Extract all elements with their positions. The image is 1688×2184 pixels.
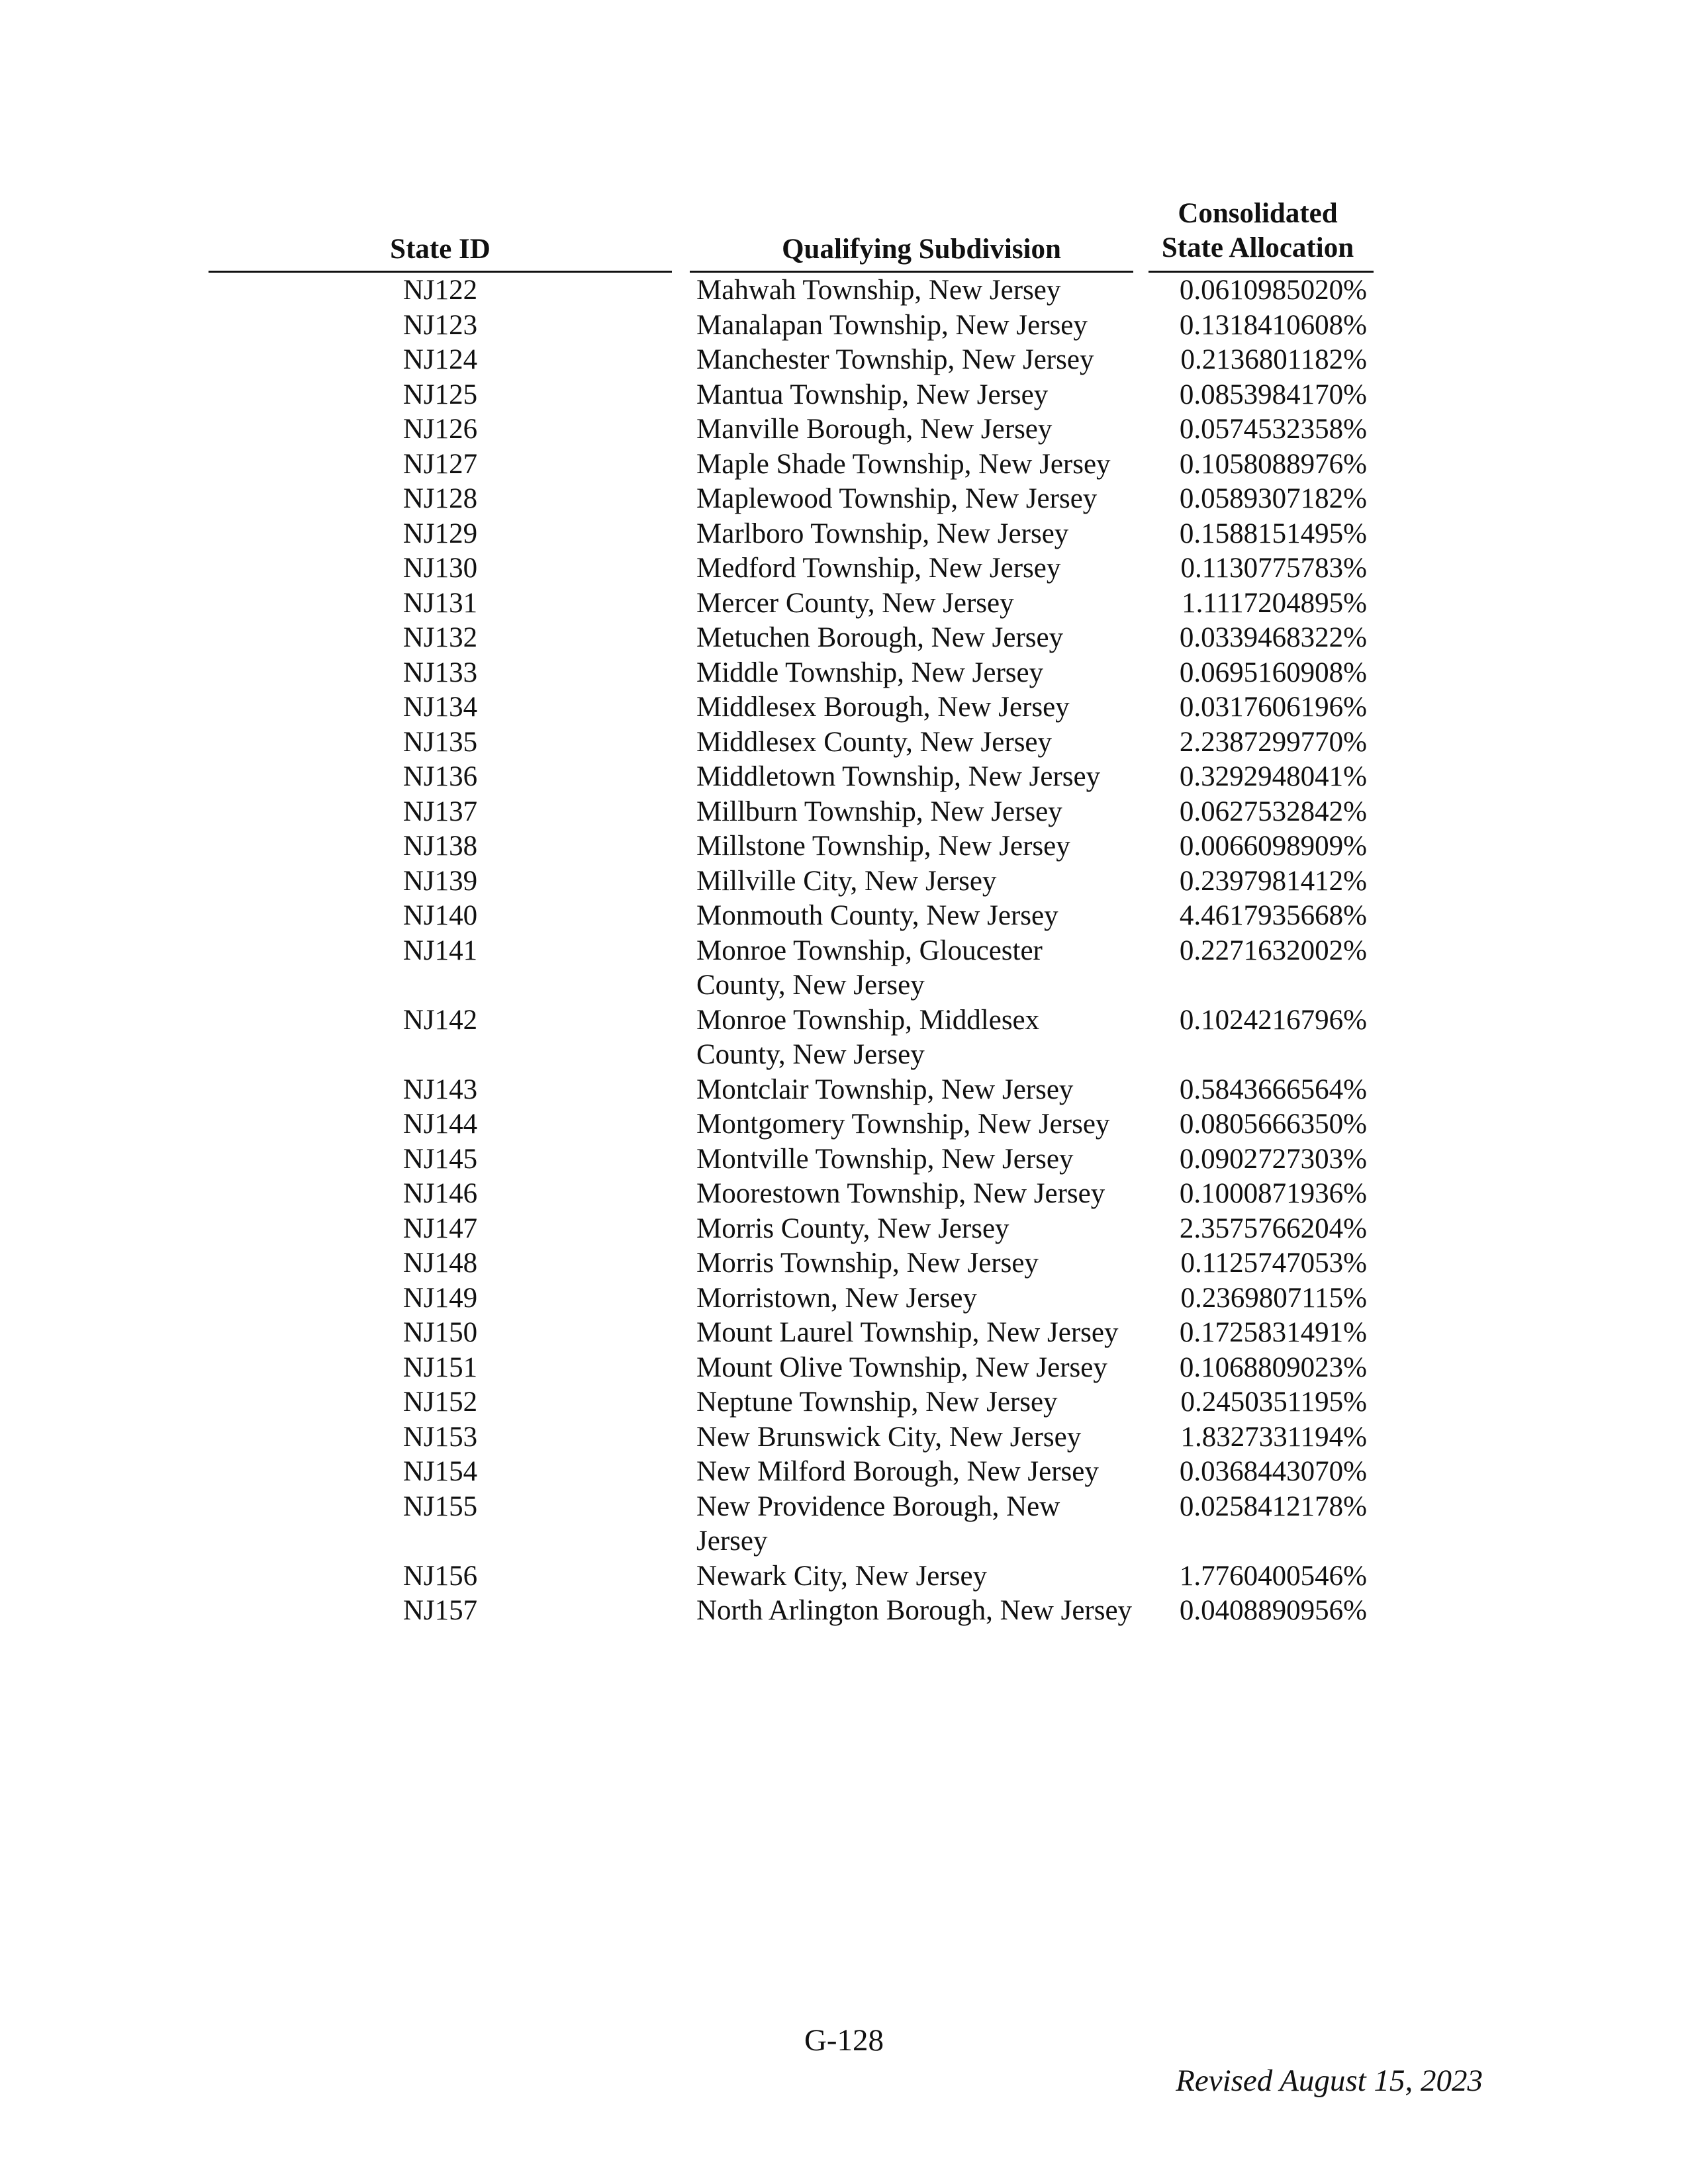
state-id-cell: NJ154	[402, 1456, 478, 1487]
table-row	[0, 864, 1688, 899]
table-row	[0, 412, 1688, 447]
allocation-cell: 0.1588151495%	[1179, 518, 1367, 549]
state-id-cell: NJ122	[402, 275, 478, 306]
subdivision-cell: Montgomery Township, New Jersey	[696, 1109, 1110, 1140]
header-underline-allocation	[1149, 271, 1374, 273]
allocation-cell: 0.0258412178%	[1179, 1490, 1367, 1522]
subdivision-cell: Middle Township, New Jersey	[696, 657, 1044, 688]
table-row	[0, 586, 1688, 621]
subdivision-cell: Manville Borough, New Jersey	[696, 414, 1053, 445]
state-id-cell: NJ150	[402, 1317, 478, 1348]
subdivision-cell: Medford Township, New Jersey	[696, 553, 1061, 584]
table-row	[0, 482, 1688, 517]
table-row	[0, 1455, 1688, 1490]
table-row	[0, 1246, 1688, 1281]
allocation-cell: 0.1318410608%	[1179, 309, 1367, 341]
state-id-cell: NJ151	[402, 1351, 478, 1383]
subdivision-cell: Moorestown Township, New Jersey	[696, 1178, 1105, 1209]
state-id-cell: NJ129	[402, 518, 478, 549]
table-row	[0, 1490, 1688, 1559]
state-id-cell: NJ125	[402, 379, 478, 410]
subdivision-cell: Metuchen Borough, New Jersey	[696, 622, 1064, 653]
table-row	[0, 1142, 1688, 1177]
table-row	[0, 1177, 1688, 1212]
state-id-cell: NJ146	[402, 1178, 478, 1209]
allocation-cell: 0.0589307182%	[1179, 483, 1367, 514]
subdivision-cell: Montclair Township, New Jersey	[696, 1073, 1074, 1105]
subdivision-cell: Marlboro Township, New Jersey	[696, 518, 1069, 549]
allocation-cell: 0.0610985020%	[1179, 275, 1367, 306]
table-row	[0, 1281, 1688, 1316]
allocation-cell: 0.0695160908%	[1179, 657, 1367, 688]
allocation-table	[0, 273, 1688, 1629]
allocation-cell: 0.2271632002%	[1179, 934, 1367, 966]
state-id-cell: NJ124	[402, 344, 478, 375]
state-id-cell: NJ157	[402, 1595, 478, 1626]
page-number: G-128	[804, 2023, 884, 2058]
state-id-cell: NJ142	[402, 1004, 478, 1036]
table-row	[0, 760, 1688, 795]
allocation-cell: 0.0902727303%	[1179, 1143, 1367, 1175]
state-id-cell: NJ135	[402, 726, 478, 758]
allocation-cell: 0.1058088976%	[1179, 448, 1367, 480]
table-row	[0, 517, 1688, 552]
subdivision-cell: Maple Shade Township, New Jersey	[696, 448, 1111, 480]
table-row	[0, 690, 1688, 725]
state-id-cell: NJ152	[402, 1387, 478, 1418]
table-row	[0, 1316, 1688, 1351]
column-header-allocation	[1139, 197, 1377, 265]
state-id-cell: NJ123	[402, 309, 478, 341]
state-id-cell: NJ144	[402, 1109, 478, 1140]
header-underline-subdivision	[690, 271, 1133, 273]
state-id-cell: NJ130	[402, 553, 478, 584]
state-id-cell: NJ148	[402, 1248, 478, 1279]
allocation-cell: 0.2369807115%	[1180, 1282, 1367, 1314]
subdivision-cell: Morris Township, New Jersey	[696, 1248, 1039, 1279]
subdivision-cell: Mercer County, New Jersey	[696, 587, 1014, 619]
subdivision-cell: New Brunswick City, New Jersey	[696, 1421, 1082, 1453]
allocation-cell: 4.4617935668%	[1179, 900, 1367, 931]
table-row	[0, 1003, 1688, 1073]
state-id-cell: NJ145	[402, 1143, 478, 1175]
state-id-cell: NJ137	[402, 796, 478, 827]
column-header-subdivision: Qualifying Subdivision	[782, 234, 1061, 265]
table-row	[0, 1107, 1688, 1142]
subdivision-cell: Millstone Township, New Jersey	[696, 831, 1070, 862]
revision-date: Revised August 15, 2023	[1176, 2064, 1483, 2098]
allocation-cell: 0.0805666350%	[1179, 1109, 1367, 1140]
table-row	[0, 1073, 1688, 1108]
state-id-cell: NJ149	[402, 1282, 478, 1314]
subdivision-cell: Middlesex Borough, New Jersey	[696, 692, 1070, 723]
allocation-cell: 0.0368443070%	[1179, 1456, 1367, 1487]
state-id-cell: NJ136	[402, 761, 478, 792]
allocation-cell: 1.1117204895%	[1182, 587, 1367, 619]
subdivision-cell: Manalapan Township, New Jersey	[696, 309, 1088, 341]
subdivision-cell: Millburn Township, New Jersey	[696, 796, 1062, 827]
state-id-cell: NJ143	[402, 1073, 478, 1105]
table-row	[0, 621, 1688, 656]
subdivision-cell: Middlesex County, New Jersey	[696, 726, 1053, 758]
state-id-cell: NJ153	[402, 1421, 478, 1453]
state-id-cell: NJ131	[402, 587, 478, 619]
table-row	[0, 308, 1688, 343]
state-id-cell: NJ132	[402, 622, 478, 653]
state-id-cell: NJ147	[402, 1212, 478, 1244]
table-row	[0, 1385, 1688, 1420]
allocation-cell: 0.1130775783%	[1180, 553, 1367, 584]
table-row	[0, 1420, 1688, 1455]
subdivision-cell: New Milford Borough, New Jersey	[696, 1456, 1099, 1487]
column-header-state-id: State ID	[390, 234, 491, 265]
allocation-cell: 0.0574532358%	[1179, 414, 1367, 445]
subdivision-cell: Monroe Township, Gloucester County, New Jersey	[696, 934, 1043, 1001]
state-id-cell: NJ138	[402, 831, 478, 862]
subdivision-cell: Morris County, New Jersey	[696, 1212, 1009, 1244]
table-row	[0, 1212, 1688, 1247]
subdivision-cell: Monroe Township, Middlesex County, New Jersey	[696, 1004, 1040, 1070]
state-id-cell: NJ133	[402, 657, 478, 688]
allocation-cell: 0.2450351195%	[1180, 1387, 1367, 1418]
table-row	[0, 1559, 1688, 1594]
allocation-cell: 0.0408890956%	[1179, 1595, 1367, 1626]
subdivision-cell: Millville City, New Jersey	[696, 865, 997, 897]
subdivision-cell: Monmouth County, New Jersey	[696, 900, 1058, 931]
subdivision-cell: Manchester Township, New Jersey	[696, 344, 1094, 375]
allocation-cell: 0.0317606196%	[1179, 692, 1367, 723]
subdivision-cell: New Providence Borough, New Jersey	[696, 1490, 1060, 1557]
subdivision-cell: Mount Laurel Township, New Jersey	[696, 1317, 1119, 1348]
table-row	[0, 1351, 1688, 1386]
allocation-cell: 0.2136801182%	[1180, 344, 1367, 375]
state-id-cell: NJ126	[402, 414, 478, 445]
allocation-cell: 0.0339468322%	[1179, 622, 1367, 653]
table-row	[0, 343, 1688, 378]
table-row	[0, 551, 1688, 586]
allocation-cell: 0.3292948041%	[1179, 761, 1367, 792]
allocation-cell: 2.2387299770%	[1179, 726, 1367, 758]
subdivision-cell: Morristown, New Jersey	[696, 1282, 977, 1314]
state-id-cell: NJ155	[402, 1490, 478, 1522]
column-header-allocation-line1: Consolidated	[1178, 198, 1338, 229]
state-id-cell: NJ156	[402, 1560, 478, 1592]
column-header-allocation-line2: State Allocation	[1161, 232, 1354, 263]
allocation-cell: 0.1024216796%	[1179, 1004, 1367, 1036]
table-row	[0, 725, 1688, 760]
subdivision-cell: Mount Olive Township, New Jersey	[696, 1351, 1107, 1383]
allocation-cell: 0.0853984170%	[1179, 379, 1367, 410]
subdivision-cell: Newark City, New Jersey	[696, 1560, 988, 1592]
allocation-cell: 0.5843666564%	[1179, 1073, 1367, 1105]
subdivision-cell: Maplewood Township, New Jersey	[696, 483, 1098, 514]
state-id-cell: NJ127	[402, 448, 478, 480]
allocation-cell: 0.1125747053%	[1180, 1248, 1367, 1279]
state-id-cell: NJ141	[402, 934, 478, 966]
state-id-cell: NJ134	[402, 692, 478, 723]
subdivision-cell: Neptune Township, New Jersey	[696, 1387, 1058, 1418]
allocation-cell: 1.8327331194%	[1180, 1421, 1367, 1453]
state-id-cell: NJ139	[402, 865, 478, 897]
subdivision-cell: Middletown Township, New Jersey	[696, 761, 1101, 792]
allocation-cell: 0.0066098909%	[1179, 831, 1367, 862]
allocation-cell: 0.1068809023%	[1179, 1351, 1367, 1383]
allocation-cell: 0.0627532842%	[1179, 796, 1367, 827]
table-row	[0, 273, 1688, 308]
allocation-cell: 0.2397981412%	[1179, 865, 1367, 897]
allocation-cell: 0.1725831491%	[1179, 1317, 1367, 1348]
allocation-cell: 2.3575766204%	[1179, 1212, 1367, 1244]
state-id-cell: NJ128	[402, 483, 478, 514]
table-row	[0, 795, 1688, 830]
table-row	[0, 378, 1688, 413]
allocation-cell: 0.1000871936%	[1179, 1178, 1367, 1209]
state-id-cell: NJ140	[402, 900, 478, 931]
subdivision-cell: Mantua Township, New Jersey	[696, 379, 1049, 410]
subdivision-cell: Montville Township, New Jersey	[696, 1143, 1074, 1175]
table-row	[0, 447, 1688, 482]
table-row	[0, 899, 1688, 934]
table-row	[0, 656, 1688, 691]
table-row	[0, 1594, 1688, 1629]
header-underline-state-id	[209, 271, 672, 273]
subdivision-cell: North Arlington Borough, New Jersey	[696, 1595, 1133, 1626]
subdivision-cell: Mahwah Township, New Jersey	[696, 275, 1061, 306]
allocation-cell: 1.7760400546%	[1179, 1560, 1367, 1592]
table-row	[0, 934, 1688, 1003]
table-row	[0, 829, 1688, 864]
